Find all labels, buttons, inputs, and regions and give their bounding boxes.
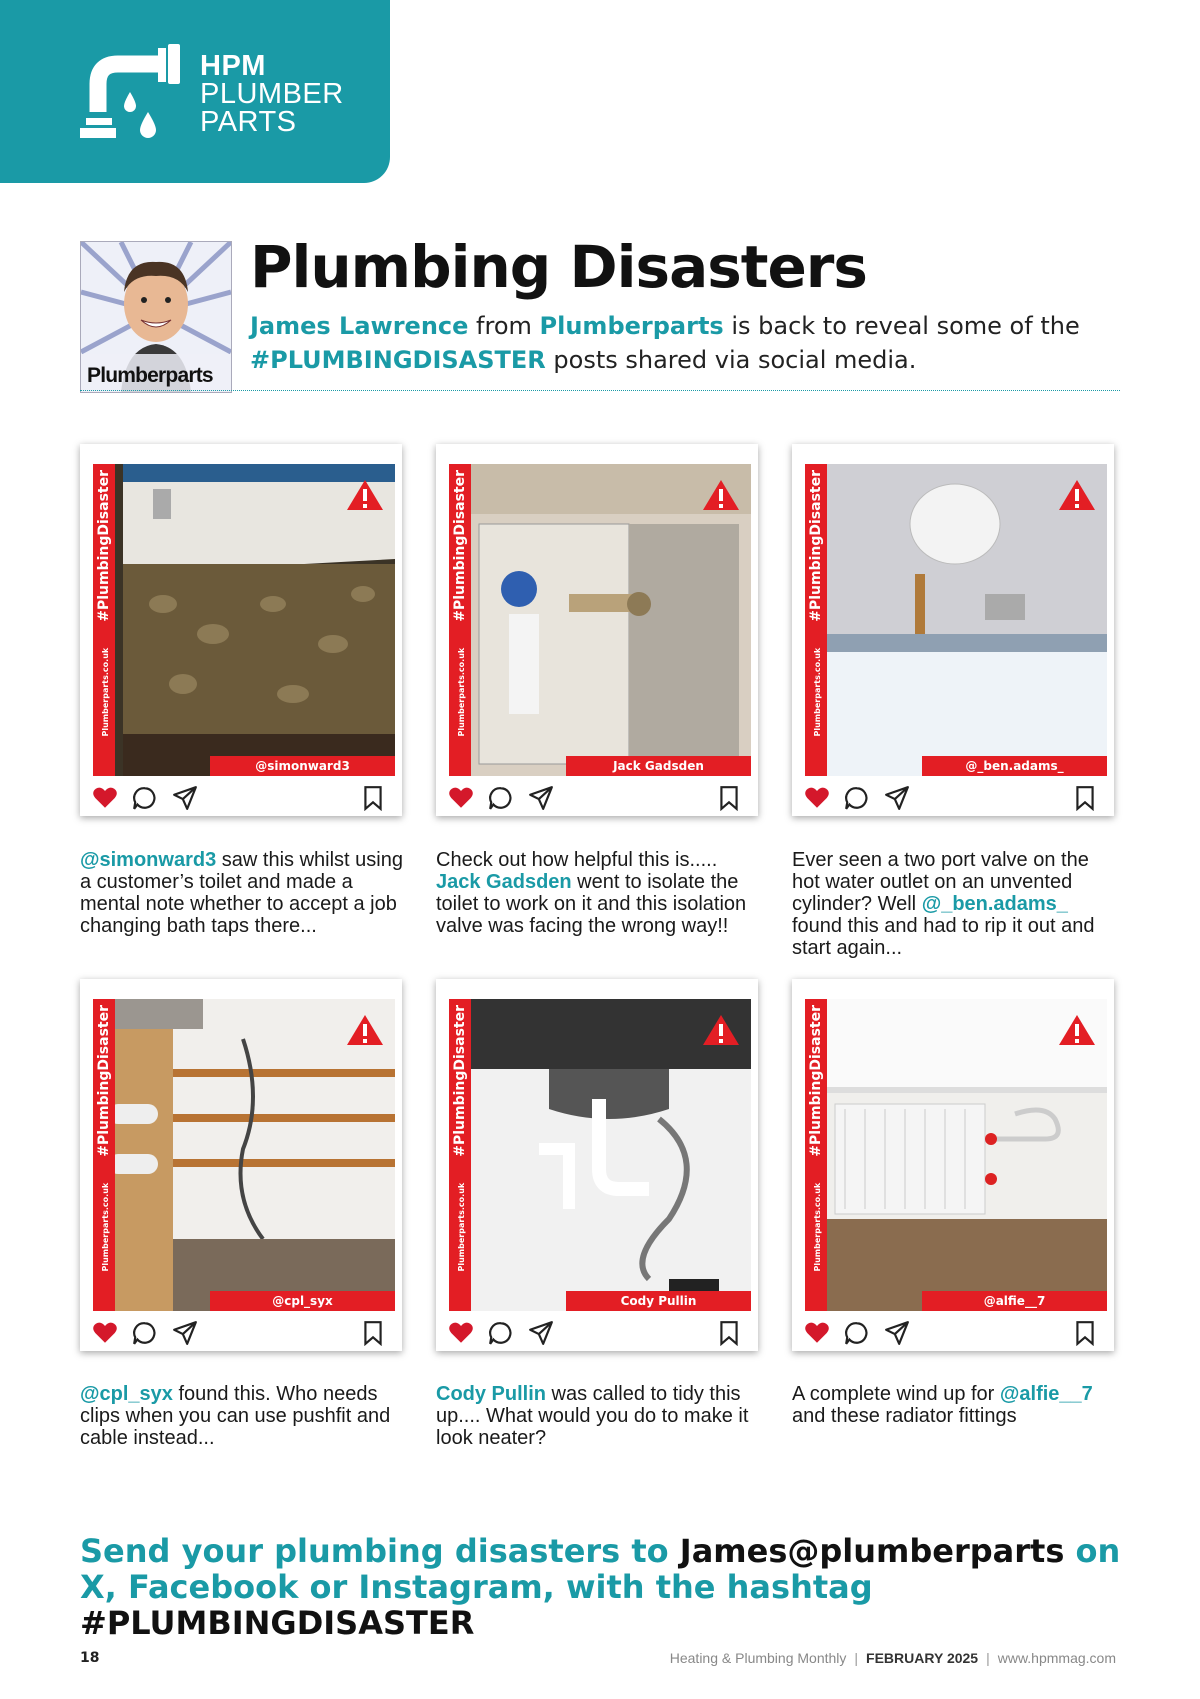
site-label: Plumberparts.co.uk (457, 1182, 466, 1272)
bookmark-icon[interactable] (1074, 1320, 1096, 1350)
send-icon[interactable] (172, 1320, 198, 1350)
site-label: Plumberparts.co.uk (101, 647, 110, 737)
heart-icon[interactable] (804, 1320, 830, 1350)
post-card (792, 444, 1114, 816)
user-tag: @simonward3 (210, 756, 395, 776)
comment-icon[interactable] (132, 785, 158, 815)
post-photo (805, 999, 1107, 1311)
user-tag: @_ben.adams_ (922, 756, 1107, 776)
brand-line-1: HPM (200, 50, 266, 82)
site-label: Plumberparts.co.uk (813, 1182, 822, 1272)
strip-hashtag: #PlumbingDisaster (452, 1005, 468, 1157)
tap-logo-icon (74, 42, 184, 152)
intro-text-from: from (468, 312, 540, 340)
send-icon[interactable] (528, 1320, 554, 1350)
caption-text-post: found this and had to rip it out and start again... (792, 915, 1095, 959)
warning-icon (701, 1013, 741, 1047)
issue-date: FEBRUARY 2025 (866, 1650, 979, 1666)
brand-line-2: PLUMBER (200, 78, 344, 110)
divider (80, 390, 1120, 391)
site-label: Plumberparts.co.uk (457, 647, 466, 737)
page-title: Plumbing Disasters (250, 233, 867, 301)
comment-icon[interactable] (844, 1320, 870, 1350)
bookmark-icon[interactable] (1074, 785, 1096, 815)
hashtag-strip (93, 999, 115, 1311)
post-actions (448, 785, 746, 813)
hashtag-strip (805, 999, 827, 1311)
website-link[interactable]: www.hpmmag.com (997, 1650, 1116, 1666)
intro-text-1: is back to reveal some of the (723, 312, 1080, 340)
post-caption (80, 1383, 410, 1449)
caption-handle: @cpl_syx (80, 1383, 173, 1405)
post-caption (80, 849, 410, 937)
user-tag: @alfie__7 (922, 1291, 1107, 1311)
strip-hashtag: #PlumbingDisaster (808, 1005, 824, 1157)
bookmark-icon[interactable] (362, 1320, 384, 1350)
post-photo (805, 464, 1107, 776)
caption-text-post: saw this whilst using a customer’s toilet and made a mental note whether to accept a job changing bath taps there... (80, 849, 403, 937)
caption-handle: @simonward3 (80, 849, 217, 871)
post-actions (92, 1320, 390, 1348)
comment-icon[interactable] (488, 1320, 514, 1350)
post-card (80, 979, 402, 1351)
warning-icon (345, 1013, 385, 1047)
caption-text-post: and these radiator fittings (792, 1405, 1017, 1427)
post-photo (93, 464, 395, 776)
warning-icon (345, 478, 385, 512)
hashtag-strip (805, 464, 827, 776)
post-photo (449, 464, 751, 776)
post-caption (436, 849, 766, 937)
author-avatar (80, 241, 232, 393)
post-actions (92, 785, 390, 813)
site-label: Plumberparts.co.uk (101, 1182, 110, 1272)
post-actions (448, 1320, 746, 1348)
post-caption (436, 1383, 766, 1449)
bookmark-icon[interactable] (362, 785, 384, 815)
cta-text-2: on X, Facebook or Instagram, with the hashtag (80, 1532, 1121, 1606)
heart-icon[interactable] (448, 1320, 474, 1350)
intro-hashtag: #PLUMBINGDISASTER (250, 346, 546, 374)
user-tag: @cpl_syx (210, 1291, 395, 1311)
post-actions (804, 785, 1102, 813)
call-to-action (80, 1533, 1140, 1641)
post-card (436, 444, 758, 816)
caption-handle: Jack Gadsden (436, 871, 572, 893)
user-tag: Jack Gadsden (566, 756, 751, 776)
send-icon[interactable] (884, 1320, 910, 1350)
caption-text-post: went to isolate the toilet to work on it and this isolation valve was facing the wrong way!! (436, 871, 747, 937)
send-icon[interactable] (884, 785, 910, 815)
heart-icon[interactable] (92, 785, 118, 815)
caption-text-pre: Ever seen a two port valve on the hot water outlet on an unvented cylinder? Well (792, 849, 1089, 915)
heart-icon[interactable] (92, 1320, 118, 1350)
strip-hashtag: #PlumbingDisaster (452, 470, 468, 622)
footer-info: Heating & Plumbing Monthly | FEBRUARY 2025 | www.hpmmag.com (669, 1650, 1116, 1666)
warning-icon (701, 478, 741, 512)
post-card (436, 979, 758, 1351)
comment-icon[interactable] (132, 1320, 158, 1350)
hashtag-strip (449, 464, 471, 776)
brand-line-3: PARTS (200, 106, 297, 138)
post-photo (93, 999, 395, 1311)
caption-text-post: found this. Who needs clips when you can use pushfit and cable instead... (80, 1383, 391, 1449)
caption-text-post: was called to tidy this up.... What would you do to make it look neater? (436, 1383, 749, 1449)
cta-email[interactable]: James@plumberparts (679, 1532, 1065, 1570)
brand-wordmark (200, 52, 344, 136)
caption-handle: @alfie__7 (999, 1383, 1093, 1405)
hashtag-strip (93, 464, 115, 776)
intro-paragraph (250, 309, 1130, 377)
bookmark-icon[interactable] (718, 785, 740, 815)
caption-handle: @_ben.adams_ (921, 893, 1068, 915)
page-number: 18 (80, 1650, 100, 1666)
brand-header (0, 0, 390, 183)
cta-text-1: Send your plumbing disasters to (80, 1532, 680, 1570)
avatar-brand-label: Plumberparts (87, 364, 213, 387)
post-card (792, 979, 1114, 1351)
post-caption (792, 1383, 1122, 1427)
send-icon[interactable] (528, 785, 554, 815)
author-name: James Lawrence (250, 312, 469, 340)
comment-icon[interactable] (488, 785, 514, 815)
send-icon[interactable] (172, 785, 198, 815)
strip-hashtag: #PlumbingDisaster (96, 470, 112, 622)
company-name: Plumberparts (539, 312, 724, 340)
intro-text-2: posts shared via social media. (545, 346, 917, 374)
site-label: Plumberparts.co.uk (813, 647, 822, 737)
caption-handle: Cody Pullin (436, 1383, 546, 1405)
caption-text-pre: Check out how helpful this is..... (436, 849, 718, 871)
comment-icon[interactable] (844, 785, 870, 815)
post-caption (792, 849, 1122, 959)
heart-icon[interactable] (448, 785, 474, 815)
strip-hashtag: #PlumbingDisaster (96, 1005, 112, 1157)
warning-icon (1057, 478, 1097, 512)
post-photo (449, 999, 751, 1311)
strip-hashtag: #PlumbingDisaster (808, 470, 824, 622)
post-card (80, 444, 402, 816)
user-tag: Cody Pullin (566, 1291, 751, 1311)
warning-icon (1057, 1013, 1097, 1047)
heart-icon[interactable] (804, 785, 830, 815)
magazine-name: Heating & Plumbing Monthly (669, 1650, 847, 1666)
hashtag-strip (449, 999, 471, 1311)
cta-hashtag: #PLUMBINGDISASTER (80, 1604, 475, 1642)
bookmark-icon[interactable] (718, 1320, 740, 1350)
post-actions (804, 1320, 1102, 1348)
caption-text-pre: A complete wind up for (792, 1383, 1000, 1405)
